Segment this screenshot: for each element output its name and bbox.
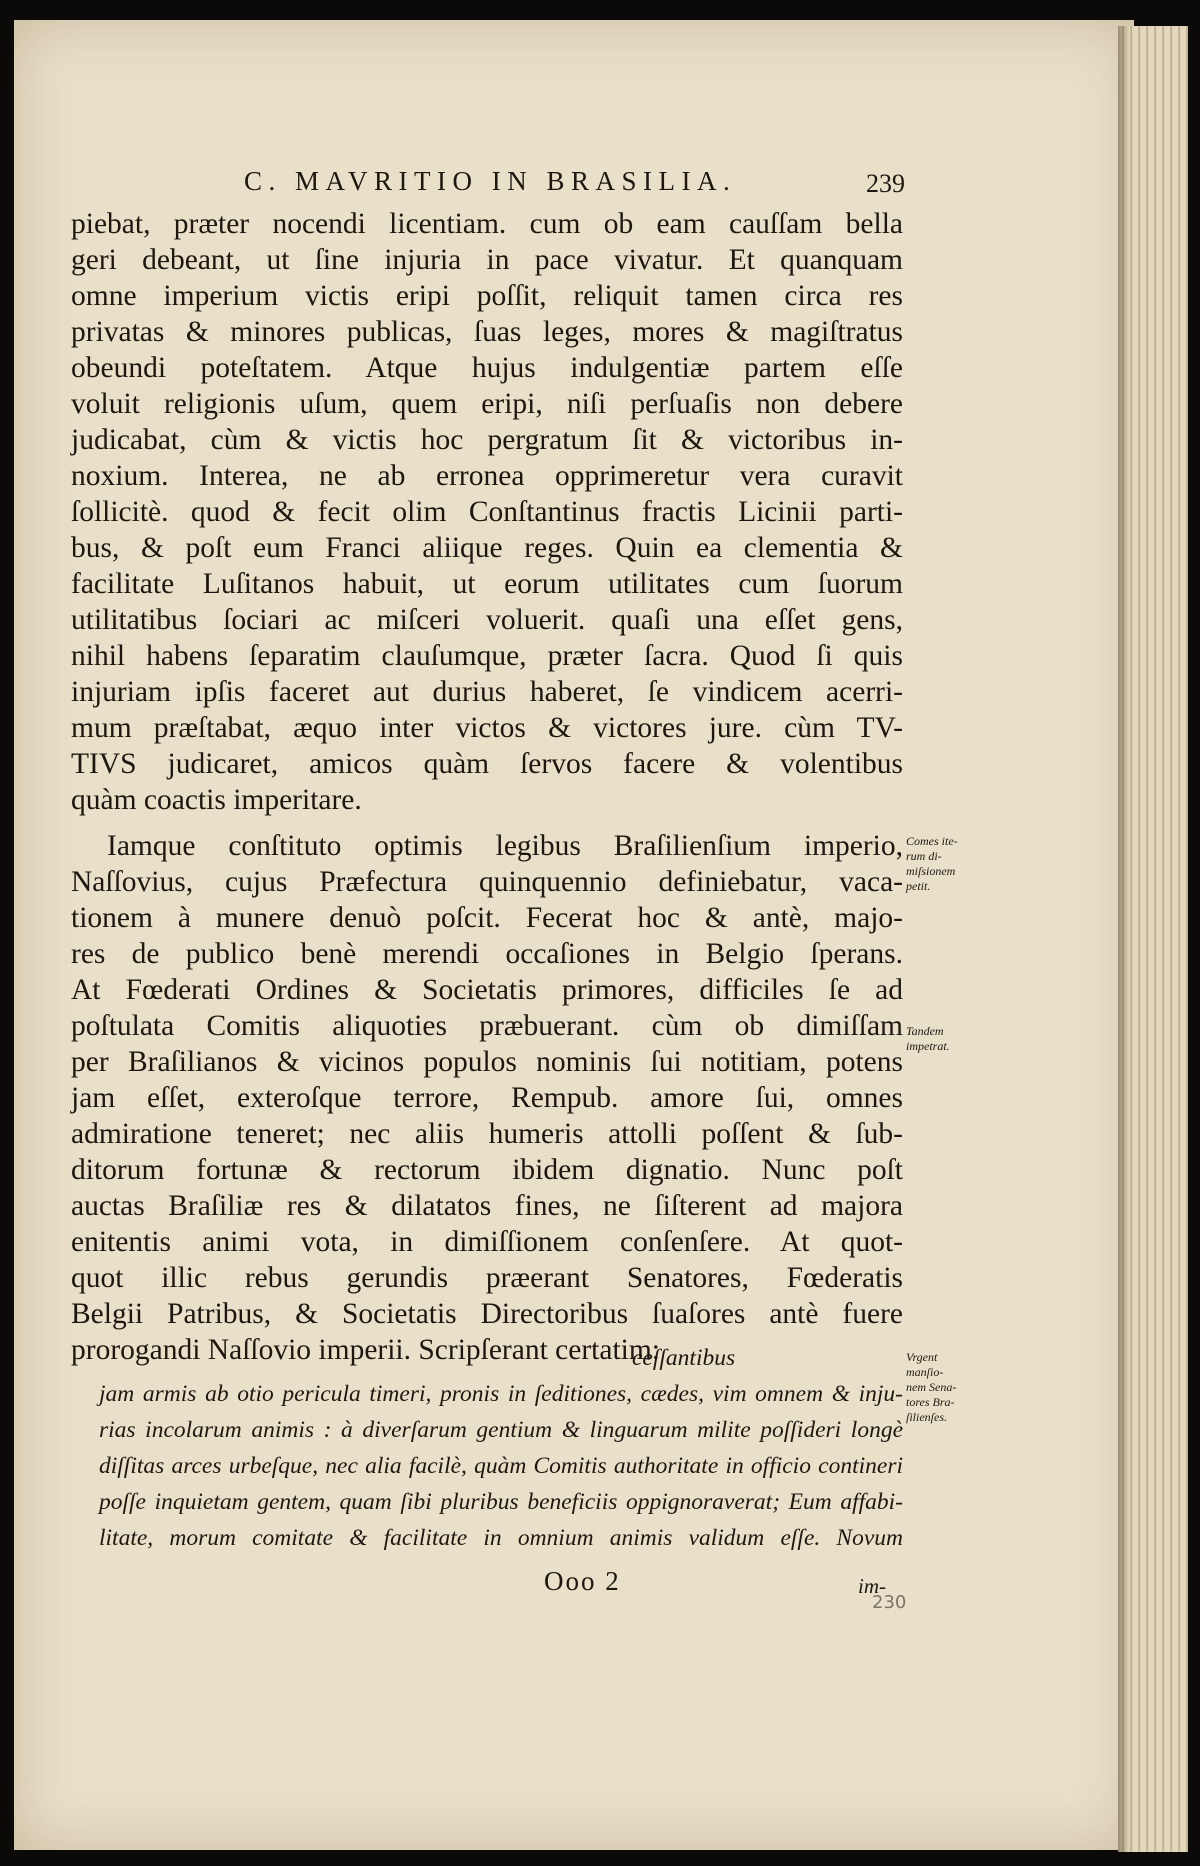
margin-note-line: Vrgent bbox=[906, 1350, 938, 1364]
margin-note-line: tores Bra- bbox=[906, 1395, 955, 1409]
pencil-annotation: 230 bbox=[872, 1592, 907, 1613]
text-line: poſtulata Comitis aliquoties præbuerant. cùm ob dimiſſam bbox=[71, 1010, 903, 1042]
text-line: omne imperium victis eripi poſſit, reliquit tamen circa res bbox=[71, 280, 903, 312]
running-header bbox=[0, 166, 1200, 206]
text-line: facilitate Luſitanos habuit, ut eorum utilitates cum ſuorum bbox=[71, 568, 903, 600]
margin-note-line: rum di- bbox=[906, 849, 942, 863]
quotation-line: poſſe inquietam gentem, quam ſibi pluribus beneficiis oppignoraverat; Eum affabi- bbox=[99, 1489, 903, 1515]
text-line: prorogandi Naſſovio imperii. Scripſerant certatim: bbox=[71, 1334, 661, 1366]
text-line: noxium. Interea, ne ab erronea opprimeretur vera curavit bbox=[71, 460, 903, 492]
text-line: geri debeant, ut ſine injuria in pace vivatur. Et quanquam bbox=[71, 244, 903, 276]
quotation-line: ceſſantibus bbox=[632, 1345, 736, 1371]
text-line: Naſſovius, cujus Præfectura quinquennio definiebatur, vaca- bbox=[71, 866, 903, 898]
quotation-line: rias incolarum animis : à diverſarum gentium & linguarum milite poſſideri longè bbox=[99, 1417, 903, 1443]
running-title: C. MAVRITIO IN BRASILIA. bbox=[244, 166, 737, 196]
text-line: auctas Braſiliæ res & dilatatos fines, ne ſiſterent ad majora bbox=[71, 1190, 903, 1222]
catchword: im- bbox=[858, 1574, 886, 1598]
text-line: ſollicitè. quod & fecit olim Conſtantinus fractis Licinii parti- bbox=[71, 496, 903, 528]
quotation-line: jam armis ab otio pericula timeri, pronis in ſeditiones, cædes, vim omnem & inju- bbox=[99, 1381, 903, 1407]
margin-note-line: impetrat. bbox=[906, 1039, 950, 1053]
text-line: bus, & poſt eum Franci aliique reges. Quin ea clementia & bbox=[71, 532, 903, 564]
text-line: ditorum fortunæ & rectorum ibidem dignatio. Nunc poſt bbox=[71, 1154, 903, 1186]
margin-note-line: miſsionem bbox=[906, 864, 956, 878]
text-line: mum præſtabat, æquo inter victos & victores jure. cùm TV- bbox=[71, 712, 903, 744]
margin-note bbox=[906, 1024, 976, 1054]
text-line: TIVS judicaret, amicos quàm ſervos facere & volentibus bbox=[71, 748, 903, 780]
text-line: judicabat, cùm & victis hoc pergratum ſit & victoribus in- bbox=[71, 424, 903, 456]
margin-note-line: manſio- bbox=[906, 1365, 944, 1379]
paragraph-start-line: Iamque conſtituto optimis legibus Braſilienſium imperio, bbox=[107, 830, 903, 862]
margin-note-line: petit. bbox=[906, 879, 931, 893]
margin-note-line: ſilienſes. bbox=[906, 1410, 947, 1424]
margin-note-line: Comes ite- bbox=[906, 834, 958, 848]
text-line: voluit religionis uſum, quem eripi, niſi perſuaſis non debere bbox=[71, 388, 903, 420]
text-line: injuriam ipſis faceret aut durius haberet, ſe vindicem acerri- bbox=[71, 676, 903, 708]
text-line: nihil habens ſeparatim clauſumque, præter ſacra. Quod ſi quis bbox=[71, 640, 903, 672]
page-number: 239 bbox=[866, 169, 905, 198]
text-line: obeundi poteſtatem. Atque hujus indulgentiæ partem eſſe bbox=[71, 352, 903, 384]
text-line: Belgii Patribus, & Societatis Directoribus ſuaſores antè fuere bbox=[71, 1298, 903, 1330]
text-line: At Fœderati Ordines & Societatis primores, difficiles ſe ad bbox=[71, 974, 903, 1006]
margin-note bbox=[906, 834, 976, 894]
quotation-line: litate, morum comitate & facilitate in omnium animis validum eſſe. Novum bbox=[99, 1525, 903, 1551]
text-line: res de publico benè merendi occaſiones in Belgio ſperans. bbox=[71, 938, 903, 970]
margin-note-line: Tandem bbox=[906, 1024, 944, 1038]
text-line: utilitatibus ſociari ac miſceri voluerit. quaſi una eſſet gens, bbox=[71, 604, 903, 636]
text-line: admiratione teneret; nec aliis humeris attolli poſſent & ſub- bbox=[71, 1118, 903, 1150]
text-line: quàm coactis imperitare. bbox=[71, 784, 362, 816]
text-line: jam eſſet, exteroſque terrore, Rempub. amore ſui, omnes bbox=[71, 1082, 903, 1114]
quotation-line: diſſitas arces urbeſque, nec alia facilè, quàm Comitis authoritate in officio contineri bbox=[99, 1453, 903, 1479]
gutter-shadow bbox=[1118, 26, 1130, 1852]
text-line: quot illic rebus gerundis præerant Senatores, Fœderatis bbox=[71, 1262, 903, 1294]
margin-note-line: nem Sena- bbox=[906, 1380, 957, 1394]
margin-note bbox=[906, 1350, 976, 1425]
text-line: piebat, præter nocendi licentiam. cum ob eam cauſſam bella bbox=[71, 208, 903, 240]
text-line: per Braſilianos & vicinos populos nominis ſui notitiam, potens bbox=[71, 1046, 903, 1078]
text-line: privatas & minores publicas, ſuas leges, mores & magiſtratus bbox=[71, 316, 903, 348]
text-line: enitentis animi vota, in dimiſſionem conſenſere. At quot- bbox=[71, 1226, 903, 1258]
signature-mark: Ooo 2 bbox=[544, 1566, 621, 1596]
text-line: tionem à munere denuò poſcit. Fecerat hoc & antè, majo- bbox=[71, 902, 903, 934]
